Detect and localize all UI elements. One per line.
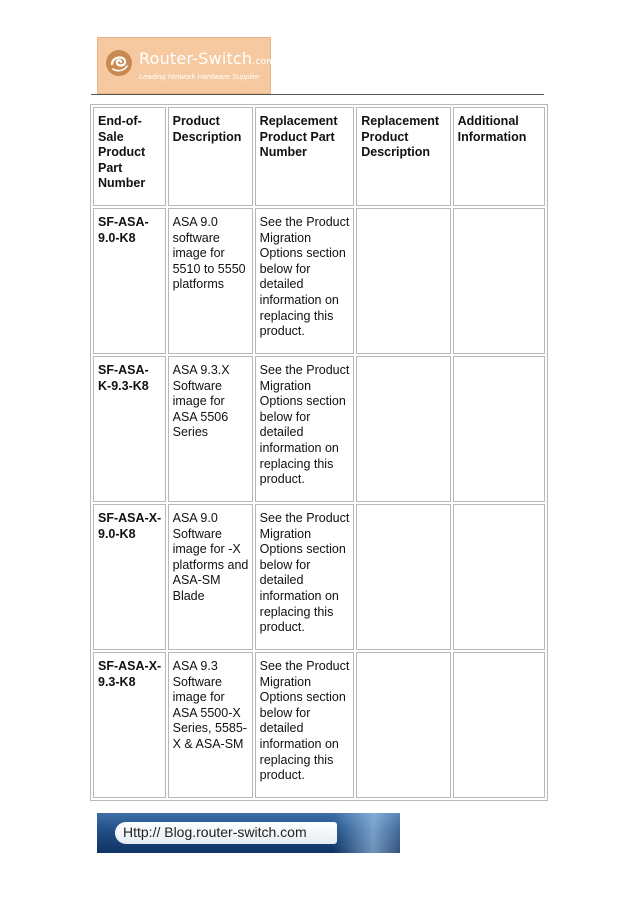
header-eos-part-number: End-of-Sale Product Part Number xyxy=(93,107,166,206)
banner-url-text: Http:// Blog.router-switch.com xyxy=(123,824,307,840)
header-product-description: Product Description xyxy=(168,107,253,206)
table-row xyxy=(93,652,545,798)
cell-replacement-description xyxy=(356,208,450,354)
cell-replacement-description xyxy=(356,504,450,650)
cell-additional-info xyxy=(453,356,545,502)
logo-tagline: Leading Network Hardware Supplier xyxy=(139,72,260,81)
cell-description: ASA 9.3 Software image for ASA 5500-X Series, 5585-X & ASA-SM xyxy=(168,652,253,798)
cell-replacement-description xyxy=(356,652,450,798)
blog-banner-link[interactable] xyxy=(97,813,400,853)
header-replacement-description: Replacement Product Description xyxy=(356,107,450,206)
logo-brand xyxy=(139,49,275,68)
header-rule xyxy=(91,94,544,95)
cell-replacement-part: See the Product Migration Options section below for detailed information on replacing this product. xyxy=(255,208,355,354)
cell-replacement-part: See the Product Migration Options section below for detailed information on replacing this product. xyxy=(255,356,355,502)
logo-brand-suffix: .com xyxy=(252,57,276,67)
eos-product-table xyxy=(90,104,548,801)
cell-part-number: SF-ASA-9.0-K8 xyxy=(93,208,166,354)
cell-description: ASA 9.0 software image for 5510 to 5550 platforms xyxy=(168,208,253,354)
swirl-logo-icon xyxy=(104,48,134,78)
cell-description: ASA 9.0 Software image for -X platforms and ASA-SM Blade xyxy=(168,504,253,650)
cell-part-number: SF-ASA-X-9.0-K8 xyxy=(93,504,166,650)
cell-part-number: SF-ASA-X-9.3-K8 xyxy=(93,652,166,798)
header-additional-information: Additional Information xyxy=(453,107,545,206)
cell-additional-info xyxy=(453,652,545,798)
table-row xyxy=(93,208,545,354)
cell-replacement-part: See the Product Migration Options section below for detailed information on replacing this product. xyxy=(255,652,355,798)
router-switch-logo xyxy=(97,37,276,94)
cell-part-number: SF-ASA-K-9.3-K8 xyxy=(93,356,166,502)
cell-description: ASA 9.3.X Software image for ASA 5506 Series xyxy=(168,356,253,502)
cell-additional-info xyxy=(453,208,545,354)
banner-glow xyxy=(333,813,400,853)
table-row xyxy=(93,504,545,650)
cell-replacement-description xyxy=(356,356,450,502)
table-header-row xyxy=(93,107,545,206)
cell-additional-info xyxy=(453,504,545,650)
header-replacement-part-number: Replacement Product Part Number xyxy=(255,107,355,206)
cell-replacement-part: See the Product Migration Options section below for detailed information on replacing this product. xyxy=(255,504,355,650)
table-row xyxy=(93,356,545,502)
logo-brand-name: Router-Switch xyxy=(139,49,253,68)
